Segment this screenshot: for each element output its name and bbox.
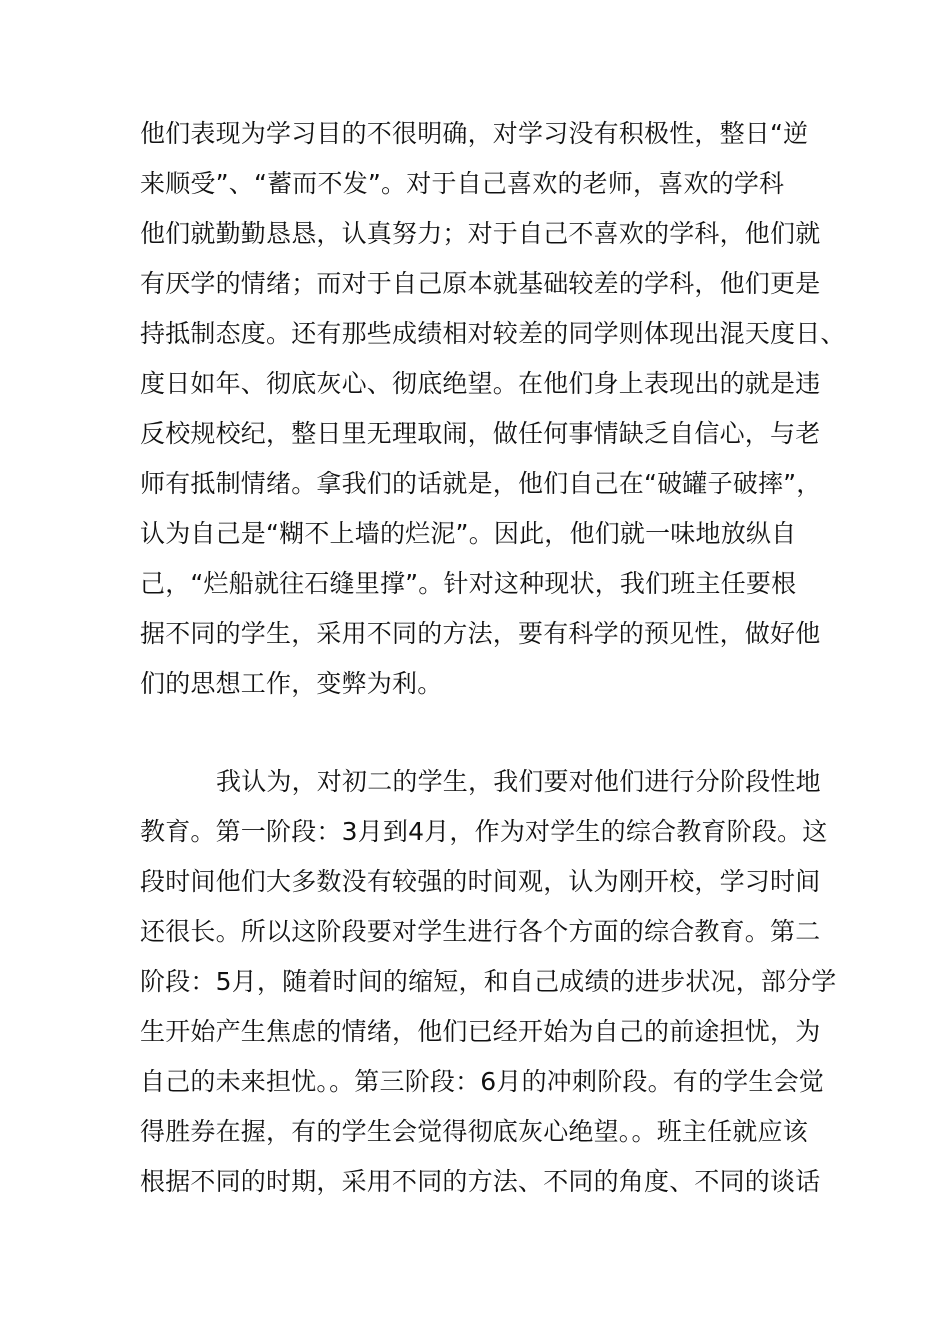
text-line: 根据不同的时期，采用不同的方法、不同的角度、不同的谈话 bbox=[140, 1167, 821, 1196]
text-line: 他们就勤勤恳恳，认真努力；对于自己不喜欢的学科，他们就 bbox=[140, 219, 821, 248]
text-line: 己，“烂船就往石缝里撑”。针对这种现状，我们班主任要根 bbox=[140, 569, 797, 598]
text-line: 教育。第一阶段：3月到4月，作为对学生的综合教育阶段。这 bbox=[140, 817, 828, 846]
text-line: 生开始产生焦虑的情绪，他们已经开始为自己的前途担忧，为 bbox=[140, 1017, 821, 1046]
text-line: 度日如年、彻底灰心、彻底绝望。在他们身上表现出的就是违 bbox=[140, 369, 821, 398]
text-line: 反校规校纪，整日里无理取闹，做任何事情缺乏自信心，与老 bbox=[140, 419, 821, 448]
text-line: 阶段：5月，随着时间的缩短，和自己成绩的进步状况，部分学 bbox=[140, 967, 837, 996]
text-line: 师有抵制情绪。拿我们的话就是，他们自己在“破罐子破摔”， bbox=[140, 469, 822, 498]
text-line: 还很长。所以这阶段要对学生进行各个方面的综合教育。第二 bbox=[140, 917, 821, 946]
text-line: 他们表现为学习目的不很明确，对学习没有积极性，整日“逆 bbox=[140, 119, 809, 148]
text-line: 来顺受”、“蓄而不发”。对于自己喜欢的老师，喜欢的学科 bbox=[140, 169, 785, 198]
text-line: 自己的未来担忧。。第三阶段：6月的冲刺阶段。有的学生会觉 bbox=[140, 1067, 825, 1096]
text-line: 我认为，对初二的学生，我们要对他们进行分阶段性地 bbox=[216, 767, 821, 796]
text-line: 认为自己是“糊不上墙的烂泥”。因此，他们就一味地放纵自 bbox=[140, 519, 797, 548]
text-line: 段时间他们大多数没有较强的时间观，认为刚开校，学习时间 bbox=[140, 867, 821, 896]
text-line: 们的思想工作，变弊为利。 bbox=[140, 669, 443, 698]
text-line: 持抵制态度。还有那些成绩相对较差的同学则体现出混天度日、 bbox=[140, 319, 846, 348]
text-line: 有厌学的情绪；而对于自己原本就基础较差的学科，他们更是 bbox=[140, 269, 821, 298]
text-line: 得胜券在握，有的学生会觉得彻底灰心绝望。。班主任就应该 bbox=[140, 1117, 808, 1146]
text-line: 据不同的学生，采用不同的方法，要有科学的预见性，做好他 bbox=[140, 619, 821, 648]
